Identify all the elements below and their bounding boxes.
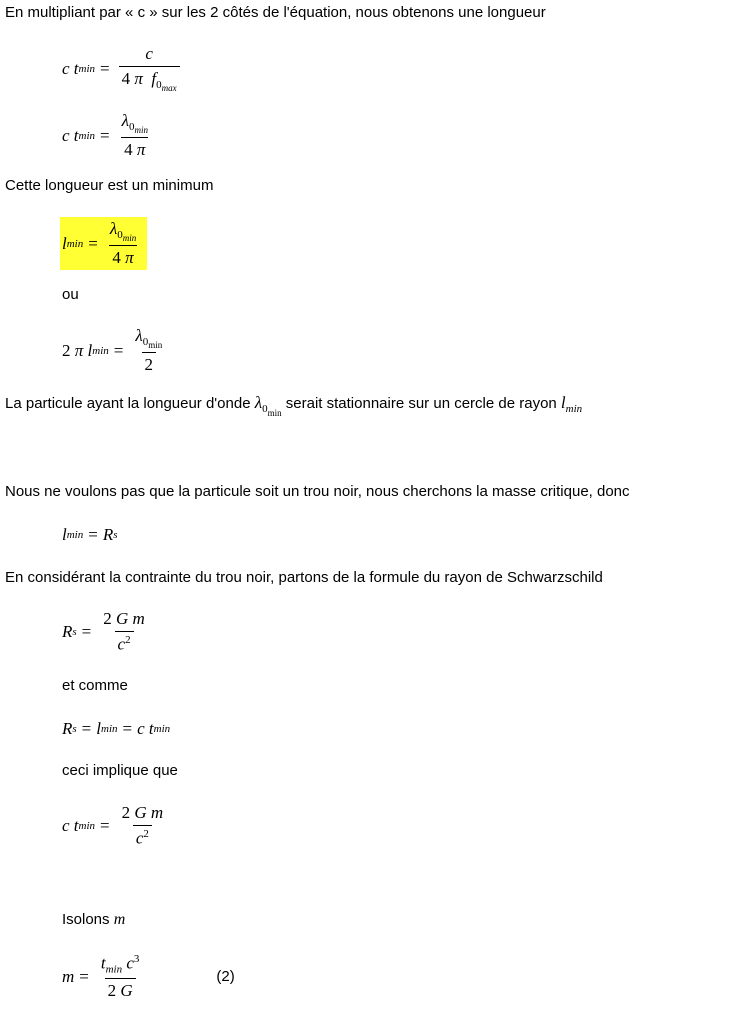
paragraph-implies: ceci implique que — [62, 762, 178, 779]
paragraph-stationary-part1: La particule ayant la longueur d'onde — [5, 395, 255, 412]
paragraph-minimum: Cette longueur est un minimum — [5, 177, 214, 194]
equation-ctmin-mass: c t min = $\frac{\text{2 G m}}{c^2}$ — [62, 803, 164, 848]
paragraph-black-hole: Nous ne voulons pas que la particule soit un trou noir, nous cherchons la masse critique, donc — [5, 483, 630, 500]
paragraph-stationary-part2: serait stationnaire sur un cercle de rayon — [281, 395, 561, 412]
equation-ctmin-wavelength: c t min = $\frac{\lambda_{0_{min}}}{4 \pi}$ — [62, 111, 148, 159]
paragraph-isolons: Isolons m — [62, 911, 126, 928]
paragraph-schwarzschild: En considérant la contrainte du trou noir, partons de la formule du rayon de Schwarzschild — [5, 569, 603, 586]
equation-lmin-highlighted — [60, 217, 147, 270]
paragraph-stationary: La particule ayant la longueur d'onde $\lambda_{0_{min}}$ serait stationnaire sur un cercle de rayon $l_{min}$ — [5, 393, 583, 418]
equation-mass-final: m = $\frac{t_{min} c^3}{2 G}$ (2) — [62, 953, 235, 1000]
equation-lmin-rs: l min = R s — [62, 525, 118, 544]
equation-schwarzschild-radius: R s = $\frac{\text{2 G m}}{c^2}$ — [62, 609, 145, 654]
paragraph-ou: ou — [62, 286, 79, 303]
highlight: l min = $\frac{\lambda_{0_{min}}}{4 \pi}$ — [60, 217, 147, 270]
equation-rs-lmin-ctmin: R s = l min = c t min — [62, 719, 171, 738]
equation-ctmin-frequency: c t min = $\frac{c}{4 \pi f_{0_{max}}}$ — [62, 44, 184, 93]
paragraph-multiply: En multipliant par « c » sur les 2 côtés de l'équation, nous obtenons une longueur — [5, 4, 546, 21]
paragraph-et-comme: et comme — [62, 677, 128, 694]
equation-circumference: 2 π l min = $\frac{\lambda_{0_{min}}}{2}$ — [62, 326, 163, 374]
equation-number: (2) — [216, 968, 235, 986]
paragraph-isolons-label: Isolons — [62, 911, 114, 928]
